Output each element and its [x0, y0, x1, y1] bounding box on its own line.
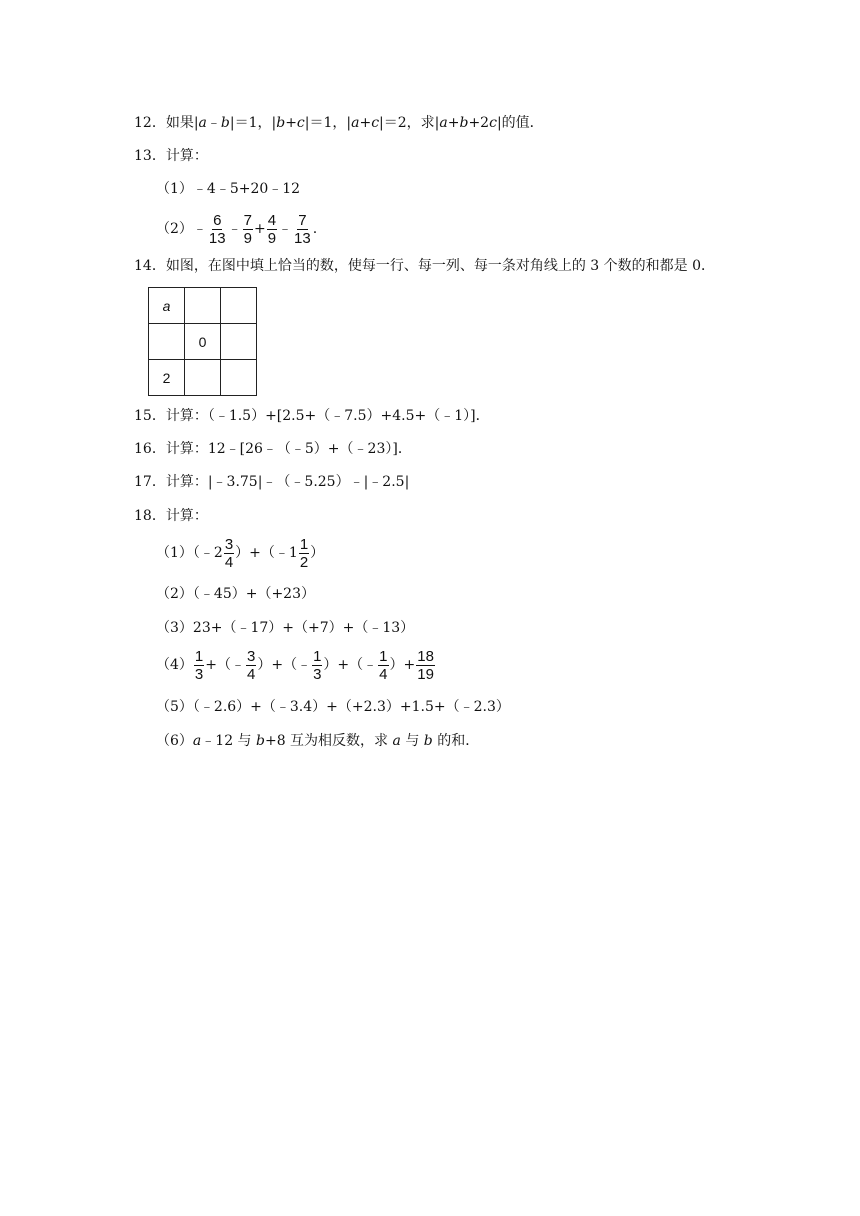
fraction: $\frac{1}{3}$	[194, 647, 204, 683]
grid-cell	[149, 324, 185, 360]
grid-cell	[221, 360, 257, 396]
question-13-part-1: （1）﹣4﹣5+20﹣12	[156, 181, 301, 197]
grid-cell	[221, 288, 257, 324]
question-18-part-4: （4） $\frac{1}{3}$ +（﹣ $\frac{3}{4}$ ）+（﹣ $\frac{1}{3}$ ）+（﹣ $\frac{1}{4}$ ）+ $\frac{18}{19}$	[156, 647, 434, 683]
fraction: $\frac{1}{4}$	[379, 647, 388, 683]
question-18-title: 18．计算：	[134, 508, 208, 524]
grid-row	[149, 324, 257, 360]
grid-cell: 2	[149, 360, 185, 396]
question-15: 15．计算：（﹣1.5）+[2.5+（﹣7.5）+4.5+（﹣1）]．	[134, 408, 490, 424]
grid-cell: a	[149, 288, 185, 324]
grid-cell	[221, 324, 257, 360]
fraction: $\frac{3}{4}$	[247, 647, 256, 683]
question-18-part-3: （3）23+（﹣17）+（+7）+（﹣13）	[156, 620, 415, 636]
fraction: $\frac{4}{9}$	[267, 211, 277, 247]
grid-cell	[185, 360, 221, 396]
grid-cell	[185, 288, 221, 324]
grid-cell: 0	[185, 324, 221, 360]
fraction: $\frac{6}{13}$	[208, 211, 226, 247]
question-14: 14．如图，在图中填上恰当的数，使每一行、每一列、每一条对角线上的 3 个数的和都是 0．	[134, 258, 715, 274]
grid-row	[149, 360, 257, 396]
question-18-part-1: （1）（﹣2 $\frac{3}{4}$ ）+（﹣1 $\frac{1}{2}$ ）	[156, 535, 325, 571]
question-18-part-5: （5）（﹣2.6）+（﹣3.4）+（+2.3）+1.5+（﹣2.3）	[156, 699, 510, 715]
question-13-title: 13．计算：	[134, 148, 208, 164]
magic-square-grid	[148, 287, 257, 396]
question-12: 12．如果|a﹣b|＝1，|b+c|＝1，|a+c|＝2，求|a+b+2c|的值．	[134, 115, 544, 131]
fraction: $\frac{7}{13}$	[294, 211, 311, 247]
fraction: $\frac{18}{19}$	[417, 647, 434, 683]
grid-row	[149, 288, 257, 324]
question-18-part-6: （6）a﹣12 与 b+8 互为相反数，求 a 与 b 的和．	[156, 733, 480, 749]
question-16: 16．计算：12﹣[26﹣（﹣5）+（﹣23）]．	[134, 441, 412, 457]
fraction: $\frac{3}{4}$	[224, 535, 234, 571]
question-13-part-2: （2）﹣ $\frac{6}{13}$ ﹣ $\frac{7}{9}$ + $\frac{4}{9}$ ﹣ $\frac{7}{13}$ .	[156, 211, 318, 247]
question-18-part-2: （2）（﹣45）+（+23）	[156, 586, 315, 602]
question-17: 17．计算：|﹣3.75|﹣（﹣5.25）﹣|﹣2.5|	[134, 474, 410, 490]
fraction: $\frac{7}{9}$	[243, 211, 252, 247]
fraction: $\frac{1}{3}$	[313, 647, 322, 683]
fraction: $\frac{1}{2}$	[299, 535, 309, 571]
